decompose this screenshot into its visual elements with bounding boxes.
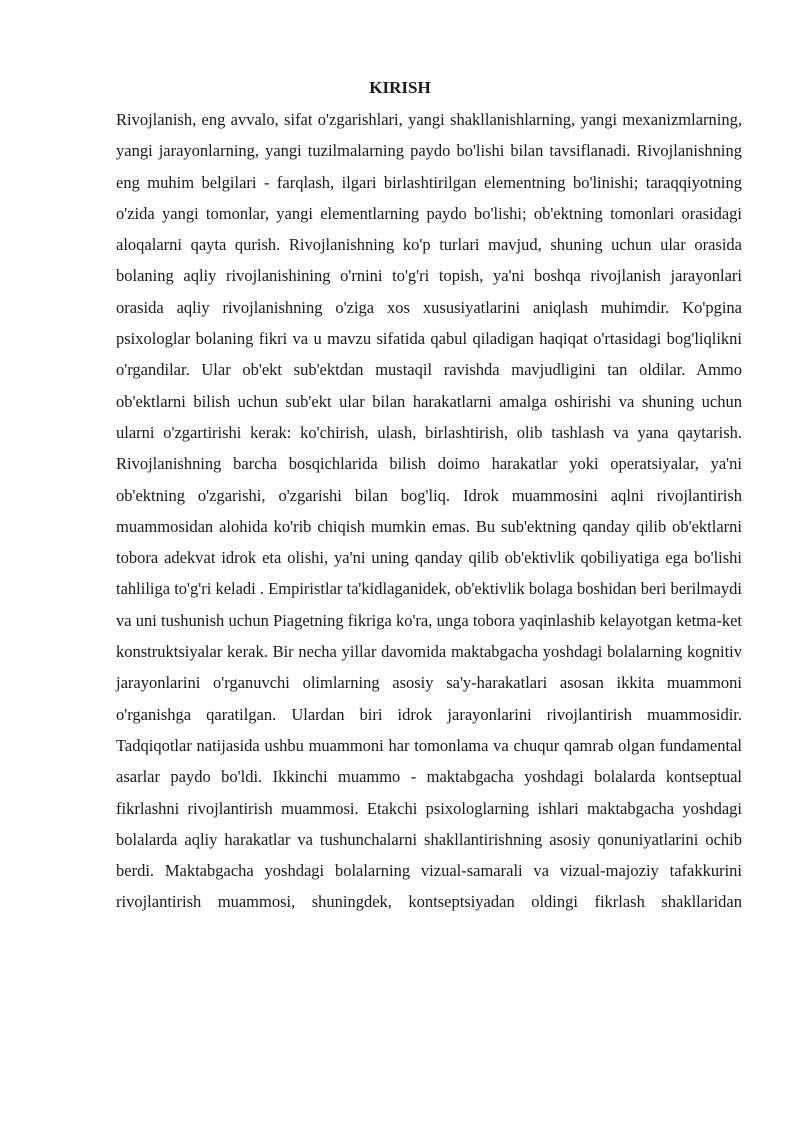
- page-title: KIRISH: [369, 78, 431, 97]
- body-paragraph: Rivojlanish, eng avvalo, sifat o'zgarishlari, yangi shakllanishlarning, yangi mexanizmlarning, yangi jarayonlarning, yangi tuzilmalarning paydo bo'lishi bilan tavsiflanadi. Rivojlanishning eng muhim belgilari - farqlash, ilgari birlashtirilgan elementning bo'linishi; taraqqiyotning o'zida yangi tomonlar, yangi elementlarning paydo bo'lishi; ob'ektning tomonlari orasidagi aloqalarni qayta qurish. Rivojlanishning ko'p turlari mavjud, shuning uchun ular orasida bolaning aqliy rivojlanishining o'rnini to'g'ri topish, ya'ni boshqa rivojlanish jarayonlari orasida aqliy rivojlanishning o'ziga xos xususiyatlarini aniqlash muhimdir. Ko'pgina psixologlar bolaning fikri va u mavzu sifatida qabul qiladigan haqiqat o'rtasidagi bog'liqlikni o'rgandilar. Ular ob'ekt sub'ektdan mustaqil ravishda mavjudligini tan oldilar. Ammo ob'ektlarni bilish uchun sub'ekt ular bilan harakatlarni amalga oshirishi va shuning uchun ularni o'zgartirishi kerak: ko'chirish, ulash, birlashtirish, olib tashlash va yana qaytarish. Rivojlanishning barcha bosqichlarida bilish doimo harakatlar yoki operatsiyalar, ya'ni ob'ektning o'zgarishi, o'zgarishi bilan bog'liq. Idrok muammosini aqlni rivojlantirish muammosidan alohida ko'rib chiqish mumkin emas. Bu sub'ektning qanday qilib ob'ektlarni tobora adekvat idrok eta olishi, ya'ni uning qanday qilib ob'ektivlik qobiliyatiga ega bo'lishi tahliliga to'g'ri keladi . Empiristlar ta'kidlaganidek, ob'ektivlik bolaga boshidan beri berilmaydi va uni tushunish uchun Piagetning fikriga ko'ra, unga tobora yaqinlashib kelayotgan ketma-ket konstruktsiyalar kerak. Bir necha yillar davomida maktabgacha yoshdagi bolalarning kognitiv jarayonlarini o'rganuvchi olimlarning asosiy sa'y-harakatlari asosan ikkita muammoni o'rganishga qaratilgan. Ulardan biri idrok jarayonlarini rivojlantirish muammosidir. Tadqiqotlar natijasida ushbu muammoni har tomonlama va chuqur qamrab olgan fundamental asarlar paydo bo'ldi. Ikkinchi muammo - maktabgacha yoshdagi bolalarda kontseptual fikrlashni rivojlantirish muammosi. Etakchi psixologlarning ishlari maktabgacha yoshdagi bolalarda aqliy harakatlar va tushunchalarni shakllantirishning asosiy qonuniyatlarini ochib berdi. Maktabgacha yoshdagi bolalarning vizual-samarali va vizual-majoziy tafakkurini rivojlantirish muammosi, shuningdek, kontseptsiyadan oldingi fikrlash shakllaridan: [116, 110, 742, 912]
